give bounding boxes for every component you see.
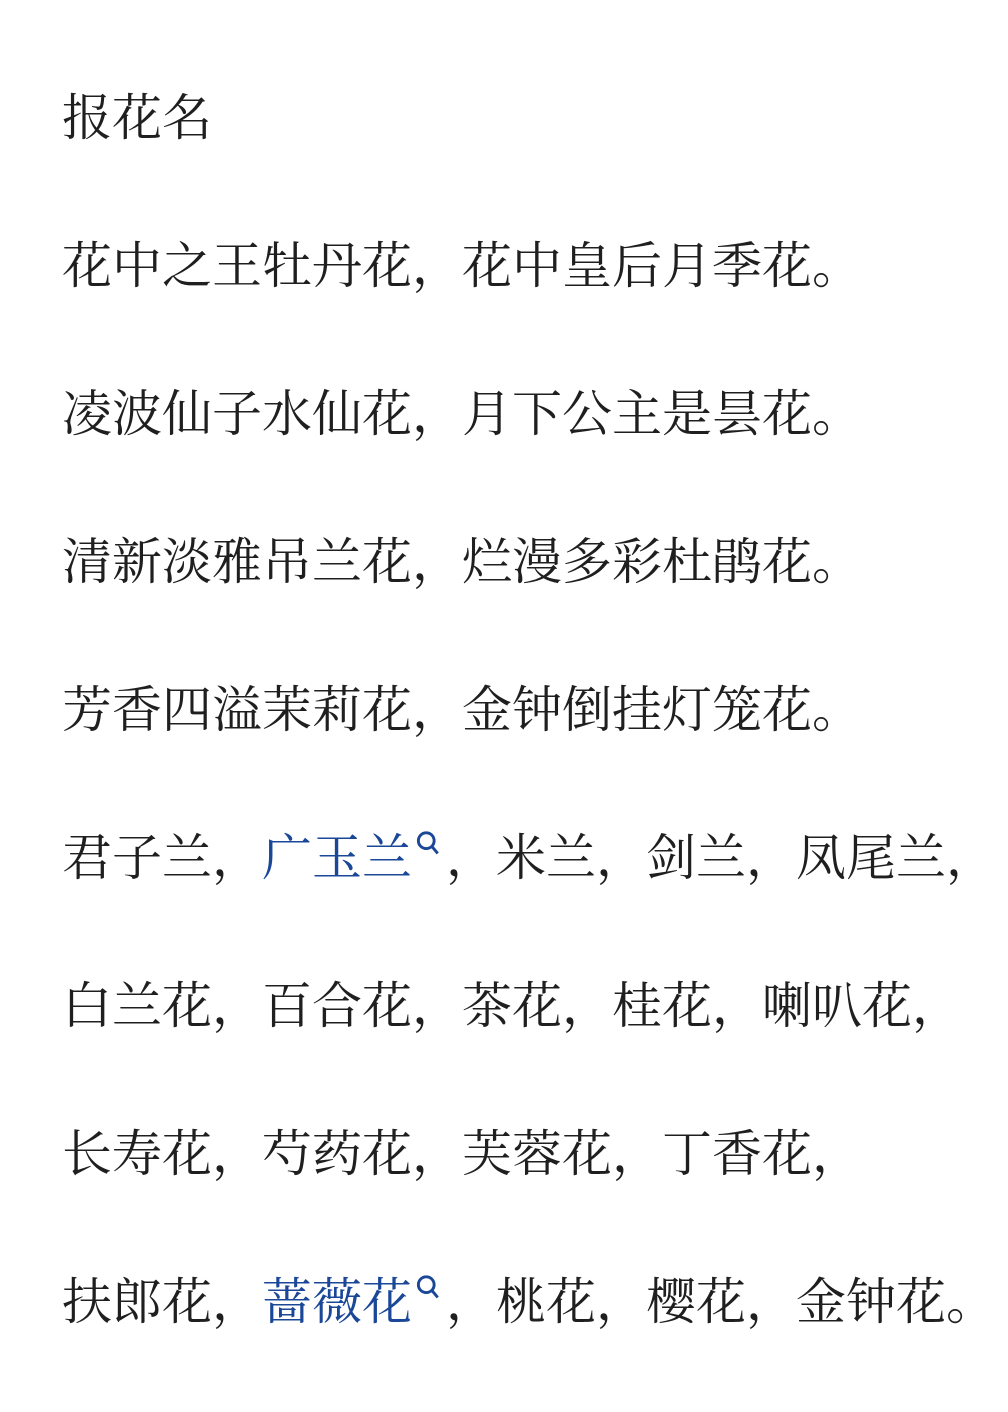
flower-list-line: 长寿花，芍药花，芙蓉花，丁香花， [62,1126,862,1182]
search-icon[interactable] [415,1274,442,1301]
entity-link-qiangweihua[interactable] [262,1274,446,1330]
flower-list-line: 白兰花，百合花，茶花，桂花，喇叭花， [62,978,962,1034]
entity-link-guangyulan[interactable] [262,830,446,886]
verse-line: 清新淡雅吊兰花，烂漫多彩杜鹃花。 [62,534,862,590]
verse-line: 花中之王牡丹花，花中皇后月季花。 [62,238,862,294]
list-text: ，米兰，剑兰，凤尾兰， [446,830,996,886]
entity-link-label[interactable]: 广玉兰 [262,830,412,886]
list-text: 扶郎花， [62,1274,262,1330]
page-title: 报花名 [62,90,212,146]
flower-list-line [62,1270,1008,1335]
list-text: ，桃花，樱花，金钟花。 [446,1274,996,1330]
flower-list-line [62,826,1008,891]
verse-line: 凌波仙子水仙花，月下公主是昙花。 [62,386,862,442]
entity-link-label[interactable]: 蔷薇花 [262,1274,412,1330]
verse-line: 芳香四溢茉莉花，金钟倒挂灯笼花。 [62,682,862,738]
list-text: 君子兰， [62,830,262,886]
search-icon[interactable] [415,830,442,857]
